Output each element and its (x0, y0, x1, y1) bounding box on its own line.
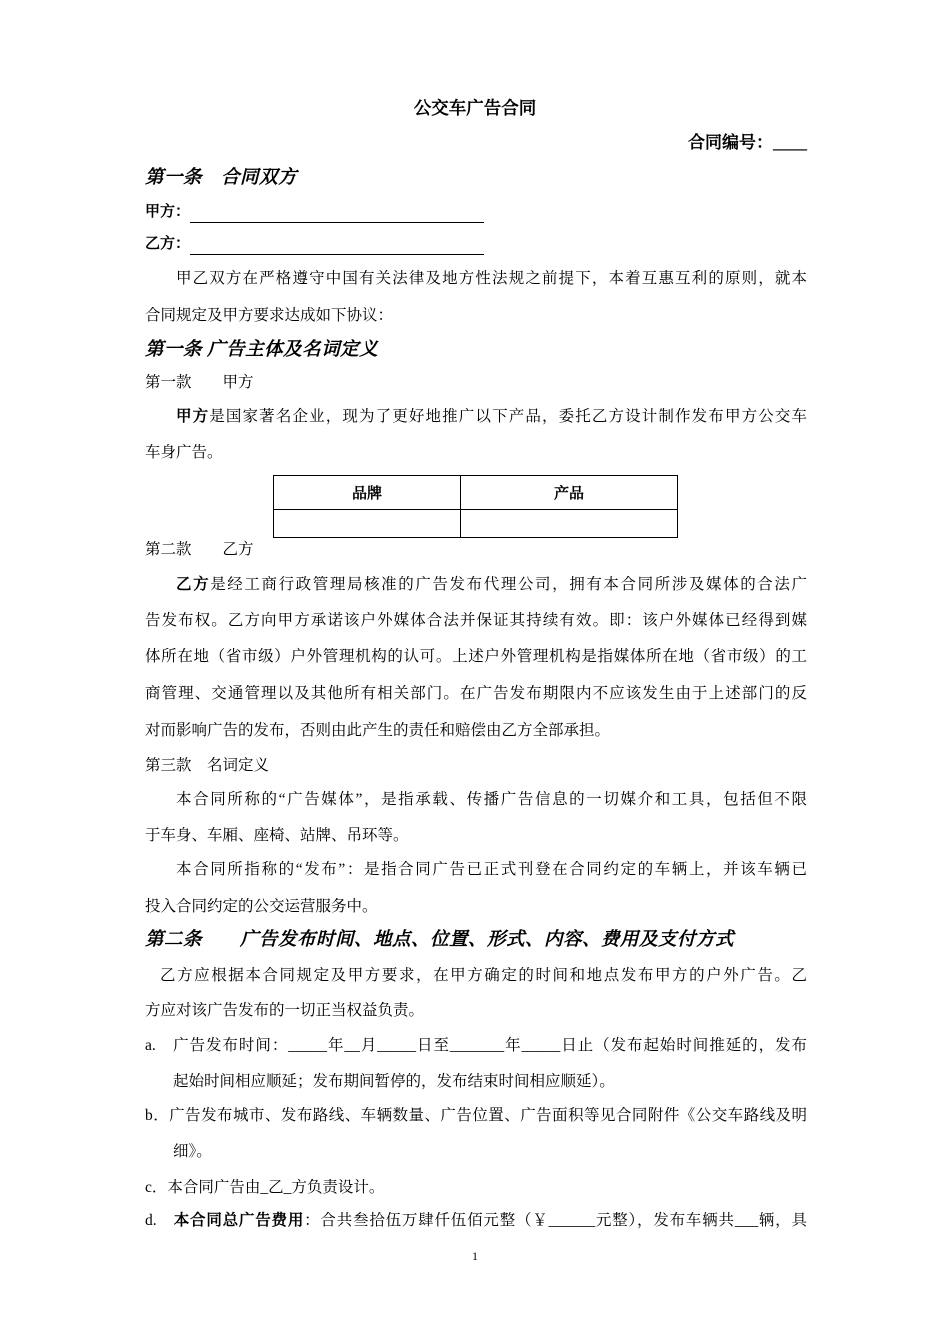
table-header-product: 产品 (461, 476, 678, 510)
table-row (274, 510, 678, 538)
table-cell-product (461, 510, 678, 538)
article2-intro-line-2: 方应对该广告发布的一切正当权益负责。 (145, 1002, 425, 1019)
clause1-text-1: 是国家著名企业，现为了更好地推广以下产品，委托乙方设计制作发布甲方公交车 (209, 408, 807, 425)
contract-number: 合同编号：____ (688, 133, 807, 152)
party-b-label: 乙方： (145, 236, 191, 252)
clause2-line-3: 体所在地（省市级）户外管理机构的认可。上述户外管理机构是指媒体所在地（省市级）的工 (145, 648, 807, 665)
clause2-line-1 (176, 574, 807, 596)
clause3-line-2: 于车身、车厢、座椅、站牌、吊环等。 (145, 827, 409, 844)
table-header-row (274, 476, 678, 510)
item-a-line-2: 起始时间相应顺延；发布期间暂停的，发布结束时间相应顺延）。 (173, 1073, 615, 1090)
intro-line-1: 甲乙双方在严格遵守中国有关法律及地方性法规之前提下，本着互惠互利的原则，就本 (176, 270, 807, 287)
party-a-blank (190, 206, 484, 223)
article2-intro-line-1: 乙方应根据本合同规定及甲方要求，在甲方确定的时间和地点发布甲方的户外广告。乙 (160, 967, 807, 984)
item-d-rest: ：合共叁拾伍万肆仟伍佰元整（￥______元整），发布车辆共___辆，具 (304, 1212, 807, 1229)
heading-article2: 第二条 广告发布时间、地点、位置、形式、内容、费用及支付方式 (145, 930, 735, 950)
heading-parties: 第一条 合同双方 (145, 168, 298, 188)
clause2-text-1: 是经工商行政管理局核准的广告发布代理公司，拥有本合同所涉及媒体的合法广 (210, 576, 807, 593)
clause2-lead: 乙方 (176, 576, 211, 593)
clause3-line-4: 投入合同约定的公交运营服务中。 (145, 898, 378, 915)
clause3-line-1: 本合同所称的“广告媒体”，是指承载、传播广告信息的一切媒介和工具，包括但不限 (176, 791, 807, 808)
document-title: 公交车广告合同 (413, 98, 537, 118)
item-a-line-1: a. 广告发布时间：_____年__月_____日至_______年_____日止（发布起始时间推延的，发布 (145, 1037, 807, 1054)
table-header-brand: 品牌 (274, 476, 461, 510)
clause3-heading: 第三款 名词定义 (145, 757, 270, 774)
party-a-line (145, 201, 484, 223)
clause3-line-3: 本合同所指称的“发布”：是指合同广告已正式刊登在合同约定的车辆上，并该车辆已 (176, 861, 807, 878)
party-b-blank (190, 238, 484, 255)
party-a-label: 甲方： (145, 204, 191, 220)
clause1-heading: 第一款 甲方 (145, 374, 254, 391)
heading-definitions: 第一条 广告主体及名词定义 (145, 340, 379, 360)
brand-product-table (273, 475, 678, 538)
intro-line-2: 合同规定及甲方要求达成如下协议： (145, 307, 394, 324)
party-b-line (145, 233, 484, 255)
item-b-line-2: 细》。 (173, 1143, 212, 1160)
table-cell-brand (274, 510, 461, 538)
item-d-bold: 本合同总广告费用 (173, 1212, 305, 1229)
item-c-line: c．本合同广告由_乙_方负责设计。 (145, 1179, 385, 1196)
item-d-line (145, 1210, 807, 1232)
clause2-line-4: 商管理、交通管理以及其他所有相关部门。在广告发布期限内不应该发生由于上述部门的反 (145, 685, 807, 702)
item-d-prefix: d. (145, 1212, 174, 1229)
clause2-line-5: 对而影响广告的发布，否则由此产生的责任和赔偿由乙方全部承担。 (145, 722, 611, 739)
clause2-heading: 第二款 乙方 (145, 541, 254, 558)
clause1-line-2: 车身广告。 (145, 444, 223, 461)
item-b-line-1: b．广告发布城市、发布路线、车辆数量、广告位置、广告面积等见合同附件《公交车路线及明 (145, 1107, 807, 1124)
clause1-lead: 甲方 (176, 408, 210, 425)
clause2-line-2: 告发布权。乙方向甲方承诺该户外媒体合法并保证其持续有效。即：该户外媒体已经得到媒 (145, 612, 807, 629)
clause1-line-1 (176, 406, 807, 428)
page-number: 1 (472, 1249, 478, 1263)
